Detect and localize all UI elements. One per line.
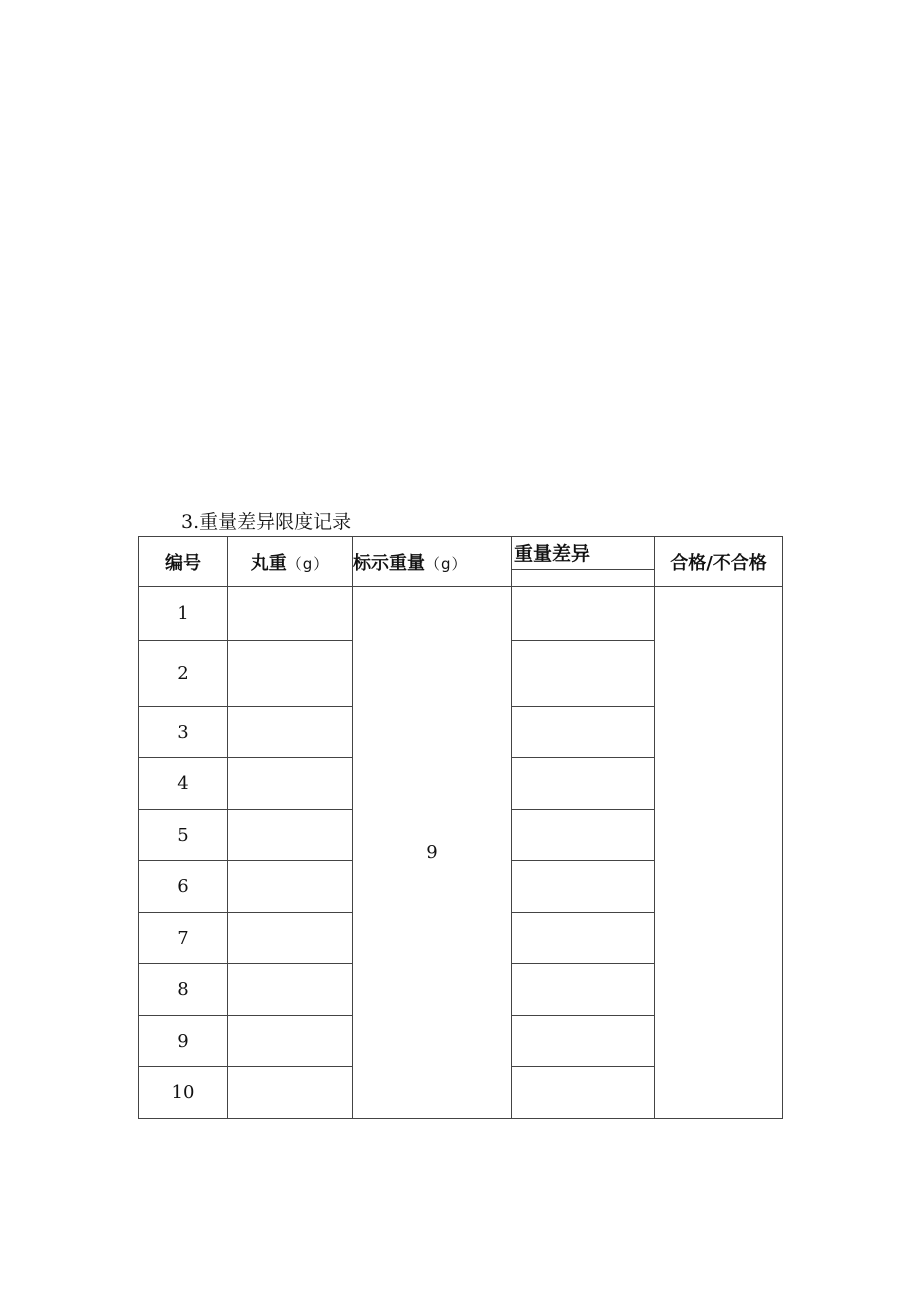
pill-weight-cell[interactable] bbox=[228, 758, 353, 810]
weight-diff-cell[interactable] bbox=[512, 587, 655, 641]
table-header-row bbox=[139, 537, 783, 587]
header-pill-weight-unit: （g） bbox=[286, 554, 330, 573]
row-number: 8 bbox=[139, 964, 228, 1016]
section-title: 3.重量差异限度记录 bbox=[181, 511, 352, 533]
row-number: 10 bbox=[139, 1067, 228, 1119]
header-weight-diff-divider bbox=[512, 569, 654, 570]
header-weight-diff bbox=[512, 537, 655, 587]
table-row bbox=[139, 587, 783, 641]
pass-fail-cell[interactable] bbox=[655, 587, 783, 1119]
row-number: 6 bbox=[139, 861, 228, 913]
pill-weight-cell[interactable] bbox=[228, 1016, 353, 1067]
pill-weight-cell[interactable] bbox=[228, 913, 353, 964]
weight-diff-cell[interactable] bbox=[512, 1067, 655, 1119]
weight-diff-cell[interactable] bbox=[512, 758, 655, 810]
weight-difference-table bbox=[138, 536, 783, 1119]
row-number: 9 bbox=[139, 1016, 228, 1067]
weight-diff-cell[interactable] bbox=[512, 1016, 655, 1067]
header-labeled-weight-unit: （g） bbox=[425, 554, 468, 573]
weight-diff-cell[interactable] bbox=[512, 810, 655, 861]
pill-weight-cell[interactable] bbox=[228, 707, 353, 758]
header-number: 编号 bbox=[139, 537, 228, 587]
header-pass-fail: 合格/不合格 bbox=[655, 537, 783, 587]
row-number: 4 bbox=[139, 758, 228, 810]
weight-diff-cell[interactable] bbox=[512, 964, 655, 1016]
row-number: 7 bbox=[139, 913, 228, 964]
pill-weight-cell[interactable] bbox=[228, 641, 353, 707]
weight-diff-cell[interactable] bbox=[512, 707, 655, 758]
row-number: 1 bbox=[139, 587, 228, 641]
weight-diff-cell[interactable] bbox=[512, 861, 655, 913]
pill-weight-cell[interactable] bbox=[228, 861, 353, 913]
header-labeled-weight: 标示重量（g） bbox=[353, 537, 512, 587]
row-number: 5 bbox=[139, 810, 228, 861]
row-number: 2 bbox=[139, 641, 228, 707]
pill-weight-cell[interactable] bbox=[228, 810, 353, 861]
row-number: 3 bbox=[139, 707, 228, 758]
pill-weight-cell[interactable] bbox=[228, 1067, 353, 1119]
weight-diff-cell[interactable] bbox=[512, 641, 655, 707]
pill-weight-cell[interactable] bbox=[228, 964, 353, 1016]
weight-diff-cell[interactable] bbox=[512, 913, 655, 964]
labeled-weight-value: 9 bbox=[353, 587, 512, 1119]
header-pill-weight: 丸重（g） bbox=[228, 537, 353, 587]
pill-weight-cell[interactable] bbox=[228, 587, 353, 641]
header-weight-diff-label: 重量差异 bbox=[514, 543, 591, 565]
